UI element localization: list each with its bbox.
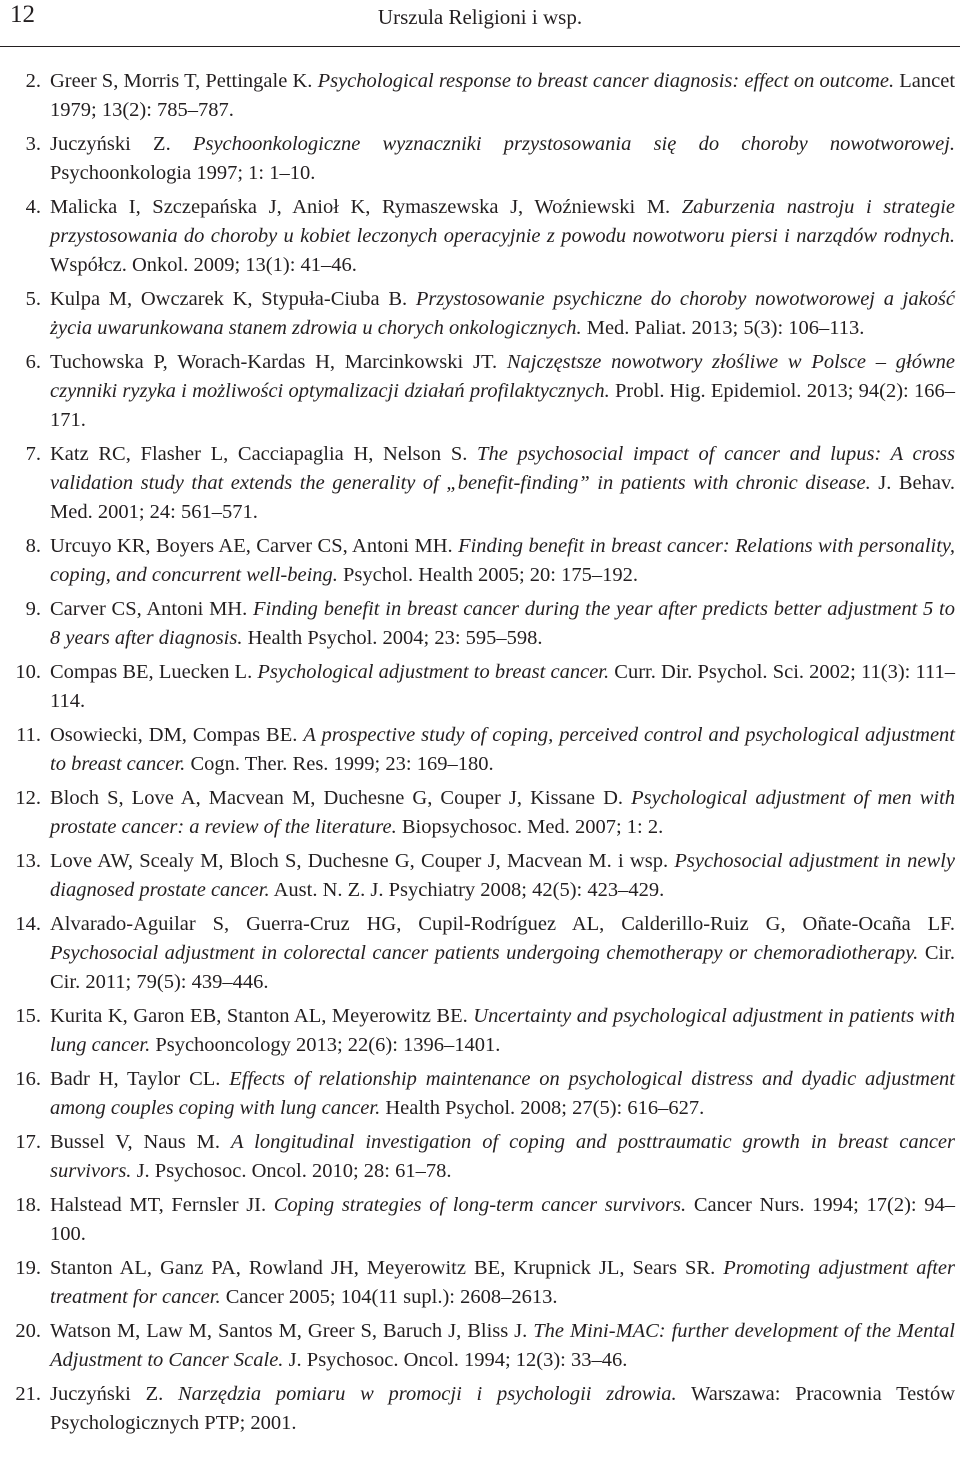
reference-title: Psychological adjustment to breast cancer.	[257, 661, 610, 683]
reference-title: Uncertainty and psychological adjustment in patients with lung cancer.	[50, 1005, 956, 1056]
reference-title: The Mini-MAC: further development of the Mental Adjustment to Cancer Scale.	[50, 1320, 956, 1371]
reference-number: 21.	[15, 1383, 41, 1405]
reference-number: 4.	[25, 196, 41, 218]
reference-number: 14.	[15, 913, 41, 935]
reference-title: A longitudinal investigation of coping and posttraumatic growth in breast cancer survivors.	[50, 1131, 955, 1182]
reference-number: 11.	[16, 724, 41, 746]
reference-item	[0, 910, 960, 997]
reference-source: Health Psychol. 2004; 23: 595–598.	[247, 627, 543, 649]
reference-authors: Osowiecki, DM, Compas BE.	[50, 724, 298, 746]
reference-authors: Watson M, Law M, Santos M, Greer S, Baruch J, Bliss J.	[50, 1320, 528, 1342]
reference-item	[0, 285, 960, 343]
reference-title: Coping strategies of long-term cancer survivors.	[273, 1194, 687, 1216]
reference-source: Med. Paliat. 2013; 5(3): 106–113.	[586, 317, 865, 339]
reference-authors: Malicka I, Szczepańska J, Anioł K, Rymaszewska J, Woźniewski M.	[50, 196, 671, 218]
reference-number: 3.	[25, 133, 41, 155]
reference-source: Biopsychosoc. Med. 2007; 1: 2.	[401, 816, 664, 838]
reference-number: 8.	[25, 535, 41, 557]
reference-number: 6.	[25, 351, 41, 373]
reference-number: 19.	[15, 1257, 41, 1279]
reference-source: Warszawa: Pracownia Testów Psychologicznych PTP; 2001.	[50, 1383, 956, 1434]
reference-item	[0, 1317, 960, 1375]
reference-source: J. Behav. Med. 2001; 24: 561–571.	[50, 472, 956, 523]
reference-authors: Compas BE, Luecken L.	[50, 661, 253, 683]
reference-title: Psychological response to breast cancer diagnosis: effect on outcome.	[317, 70, 895, 92]
reference-authors: Greer S, Morris T, Pettingale K.	[50, 70, 313, 92]
reference-title: A prospective study of coping, perceived control and psychological adjustment to breast cancer.	[50, 724, 955, 775]
reference-title: Finding benefit in breast cancer during the year after predicts better adjustment 5 to 8 years after diagnosis.	[50, 598, 955, 649]
reference-number: 17.	[15, 1131, 41, 1153]
reference-authors: Juczyński Z.	[50, 1383, 164, 1405]
reference-source: Psychoonkologia 1997; 1: 1–10.	[50, 162, 316, 184]
reference-number: 5.	[25, 288, 41, 310]
page-number: 12	[10, 1, 35, 28]
reference-title: Effects of relationship maintenance on psychological distress and dyadic adjustment among couples coping with lung cancer.	[50, 1068, 956, 1119]
reference-source: Współcz. Onkol. 2009; 13(1): 41–46.	[50, 254, 357, 276]
reference-number: 10.	[15, 661, 41, 683]
reference-source: Lancet 1979; 13(2): 785–787.	[50, 70, 956, 121]
reference-authors: Bloch S, Love A, Macvean M, Duchesne G, Couper J, Kissane D.	[50, 787, 623, 809]
reference-title: Psychological adjustment of men with prostate cancer: a review of the literature.	[50, 787, 956, 838]
reference-title: Psychoonkologiczne wyznaczniki przystosowania się do choroby nowotworowej.	[192, 133, 956, 155]
page-header	[0, 0, 960, 47]
reference-number: 20.	[15, 1320, 41, 1342]
reference-item	[0, 1191, 960, 1249]
reference-authors: Bussel V, Naus M.	[50, 1131, 221, 1153]
reference-item	[0, 130, 960, 188]
reference-item	[0, 658, 960, 716]
reference-title: Przystosowanie psychiczne do choroby nowotworowej a jakość życia uwarunkowana stanem zdrowia u chorych onkologicznych.	[50, 288, 956, 339]
reference-source: J. Psychosoc. Oncol. 2010; 28: 61–78.	[136, 1160, 452, 1182]
reference-authors: Urcuyo KR, Boyers AE, Carver CS, Antoni MH.	[50, 535, 453, 557]
reference-item	[0, 1065, 960, 1123]
reference-item	[0, 847, 960, 905]
reference-title: Zaburzenia nastroju i strategie przystosowania do choroby u kobiet leczonych operacyjnie z powodu nowotworu piersi i narządów rodnych.	[50, 196, 955, 247]
reference-source: J. Psychosoc. Oncol. 1994; 12(3): 33–46.	[288, 1349, 628, 1371]
reference-authors: Kulpa M, Owczarek K, Stypuła-Ciuba B.	[50, 288, 408, 310]
reference-number: 7.	[25, 443, 41, 465]
reference-number: 2.	[25, 70, 41, 92]
reference-item	[0, 595, 960, 653]
reference-title: Psychosocial adjustment in colorectal cancer patients undergoing chemotherapy or chemoradiotherapy.	[50, 942, 919, 964]
reference-item	[0, 1254, 960, 1312]
reference-item	[0, 1128, 960, 1186]
reference-item	[0, 721, 960, 779]
reference-item	[0, 193, 960, 280]
reference-number: 12.	[15, 787, 41, 809]
reference-source: Cancer Nurs. 1994; 17(2): 94–100.	[50, 1194, 955, 1245]
reference-authors: Love AW, Scealy M, Bloch S, Duchesne G, Couper J, Macvean M. i wsp.	[50, 850, 669, 872]
reference-authors: Halstead MT, Fernsler JI.	[50, 1194, 267, 1216]
reference-source: Cir. Cir. 2011; 79(5): 439–446.	[50, 942, 956, 993]
reference-item	[0, 1380, 960, 1438]
reference-source: Health Psychol. 2008; 27(5): 616–627.	[385, 1097, 705, 1119]
reference-number: 18.	[15, 1194, 41, 1216]
reference-item	[0, 784, 960, 842]
reference-title: Narzędzia pomiaru w promocji i psychologii zdrowia.	[178, 1383, 677, 1405]
reference-number: 16.	[15, 1068, 41, 1090]
reference-source: Cancer 2005; 104(11 supl.): 2608–2613.	[225, 1286, 558, 1308]
reference-source: Probl. Hig. Epidemiol. 2013; 94(2): 166–171.	[50, 380, 956, 431]
reference-item	[0, 440, 960, 527]
reference-number: 15.	[15, 1005, 41, 1027]
reference-authors: Juczyński Z.	[50, 133, 171, 155]
reference-number: 13.	[15, 850, 41, 872]
reference-source: Psychol. Health 2005; 20: 175–192.	[343, 564, 638, 586]
reference-source: Curr. Dir. Psychol. Sci. 2002; 11(3): 111–114.	[50, 661, 955, 712]
reference-item	[0, 532, 960, 590]
reference-authors: Kurita K, Garon EB, Stanton AL, Meyerowitz BE.	[50, 1005, 468, 1027]
reference-source: Cogn. Ther. Res. 1999; 23: 169–180.	[190, 753, 494, 775]
reference-item	[0, 67, 960, 125]
reference-title: The psychosocial impact of cancer and lupus: A cross validation study that extends the generality of „benefit-finding” in patients with chronic disease.	[50, 443, 955, 494]
reference-authors: Tuchowska P, Worach-Kardas H, Marcinkowski JT.	[50, 351, 498, 373]
reference-authors: Badr H, Taylor CL.	[50, 1068, 221, 1090]
reference-title: Finding benefit in breast cancer: Relations with personality, coping, and concurrent well-being.	[50, 535, 956, 586]
reference-list	[0, 67, 960, 1443]
reference-title: Najczęstsze nowotwory złośliwe w Polsce – główne czynniki ryzyka i możliwości optymalizacji działań profilaktycznych.	[50, 351, 955, 402]
reference-authors: Carver CS, Antoni MH.	[50, 598, 248, 620]
running-head: Urszula Religioni i wsp.	[377, 5, 583, 29]
reference-authors: Katz RC, Flasher L, Cacciapaglia H, Nelson S.	[50, 443, 468, 465]
reference-title: Promoting adjustment after treatment for cancer.	[50, 1257, 955, 1308]
reference-authors: Stanton AL, Ganz PA, Rowland JH, Meyerowitz BE, Krupnick JL, Sears SR.	[50, 1257, 716, 1279]
reference-item	[0, 1002, 960, 1060]
reference-title: Psychosocial adjustment in newly diagnosed prostate cancer.	[50, 850, 956, 901]
reference-source: Aust. N. Z. J. Psychiatry 2008; 42(5): 423–429.	[273, 879, 665, 901]
reference-item	[0, 348, 960, 435]
reference-authors: Alvarado-Aguilar S, Guerra-Cruz HG, Cupil-Rodríguez AL, Calderillo-Ruiz G, Oñate-Ocaña LF.	[50, 913, 955, 935]
reference-source: Psychooncology 2013; 22(6): 1396–1401.	[155, 1034, 501, 1056]
reference-number: 9.	[25, 598, 41, 620]
